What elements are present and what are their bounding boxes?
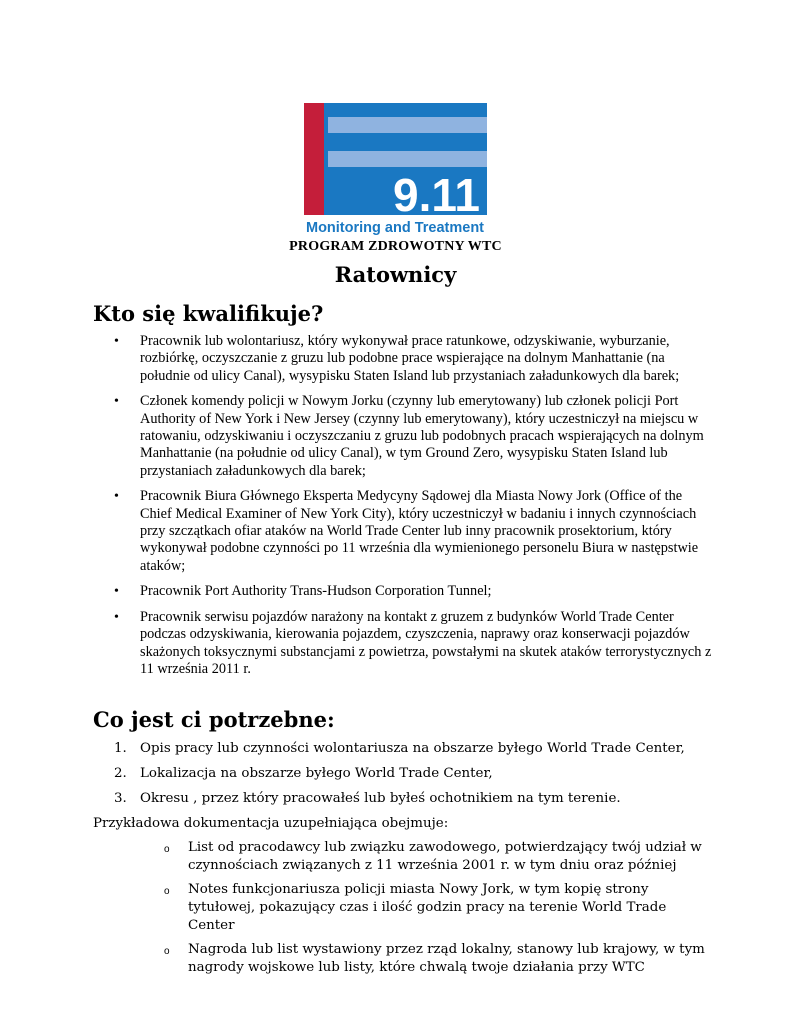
list-item: • Pracownik lub wolontariusz, który wykonywał prace ratunkowe, odzyskiwanie, wyburzanie, rozbiórkę, oczyszczanie z gruzu lub podobne prace wspierające na dolnym Manhattanie (na południe od ulicy Canal), wysypisku Staten Island lub przystaniach załadunkowych dla barek; [112, 333, 712, 385]
list-number: 3. [114, 791, 127, 806]
page-title: Ratownicy [334, 262, 457, 287]
list-item [112, 765, 732, 783]
list-number: 1. [114, 741, 127, 756]
logo-red-bar [304, 103, 324, 215]
list-item: • Pracownik Port Authority Trans-Hudson Corporation Tunnel; [112, 583, 712, 600]
needs-list [112, 740, 732, 815]
list-item: • Pracownik Biura Głównego Eksperta Medycyny Sądowej dla Miasta Nowy Jork (Office of the Chief Medical Examiner of New York City), który uczestniczył w badaniu i innych czynnościach przy szczątkach ofiar ataków na World Trade Center lub inny pracownik prosektorium, który wykonywał podobne czynności po 11 września dla wymienionego personelu Biura w następstwie ataków; [112, 488, 712, 575]
list-item: o List od pracodawcy lub związku zawodowego, potwierdzający twój udział w czynnościach związanych z 11 września 2001 r. w tym dniu oraz później [164, 839, 709, 875]
list-item: • Członek komendy policji w Nowym Jorku (czynny lub emerytowany) lub członek policji Port Authority of New York i New Jersey (czynny lub emerytowany), który uczestniczył na miejscu w ratowaniu, odzyskiwaniu i oczyszczaniu z gruzu lub podobnych pracach wspierających na dolnym Manhattanie (na południe od ulicy Canal), w tym Ground Zero, wysypisku Staten Island lub przystaniach załadunkowych dla barek; [112, 393, 712, 480]
logo-stripe-2 [328, 151, 487, 167]
wtc-logo [304, 103, 487, 237]
qualify-heading: Kto się kwalifikuje? [93, 301, 324, 326]
list-text: Lokalizacja na obszarze byłego World Trade Center, [140, 766, 493, 781]
list-item: o Nagroda lub list wystawiony przez rząd lokalny, stanowy lub krajowy, w tym nagrody wojskowe lub listy, które chwalą twoje działania przy WTC [164, 941, 709, 977]
list-item [112, 740, 732, 758]
logo-stripe-1 [328, 117, 487, 133]
list-text: Okresu , przez który pracowałeś lub byłeś ochotnikiem na tym terenie. [140, 791, 621, 806]
documentation-intro: Przykładowa dokumentacja uzupełniająca obejmuje: [93, 816, 449, 831]
qualify-list [112, 333, 712, 686]
list-number: 2. [114, 766, 127, 781]
list-text: Opis pracy lub czynności wolontariusza na obszarze byłego World Trade Center, [140, 741, 685, 756]
needs-heading: Co jest ci potrzebne: [93, 707, 335, 732]
list-item [112, 790, 732, 808]
documentation-list [164, 839, 709, 983]
logo-tagline: Monitoring and Treatment [305, 220, 485, 236]
logo-number: 9.11 [393, 169, 480, 221]
list-item: • Pracownik serwisu pojazdów narażony na kontakt z gruzem z budynków World Trade Center podczas odzyskiwania, kierowania pojazdem, czyszczenia, naprawy oraz konserwacji pojazdów skażonych toksycznymi substancjami z powietrza, powstałymi na skutek ataków terrorystycznych z 11 września 2011 r. [112, 609, 712, 679]
program-name: PROGRAM ZDROWOTNY WTC [289, 239, 502, 254]
list-item: o Notes funkcjonariusza policji miasta Nowy Jork, w tym kopię strony tytułowej, pokazujący czas i ilość godzin pracy na terenie World Trade Center [164, 881, 709, 935]
